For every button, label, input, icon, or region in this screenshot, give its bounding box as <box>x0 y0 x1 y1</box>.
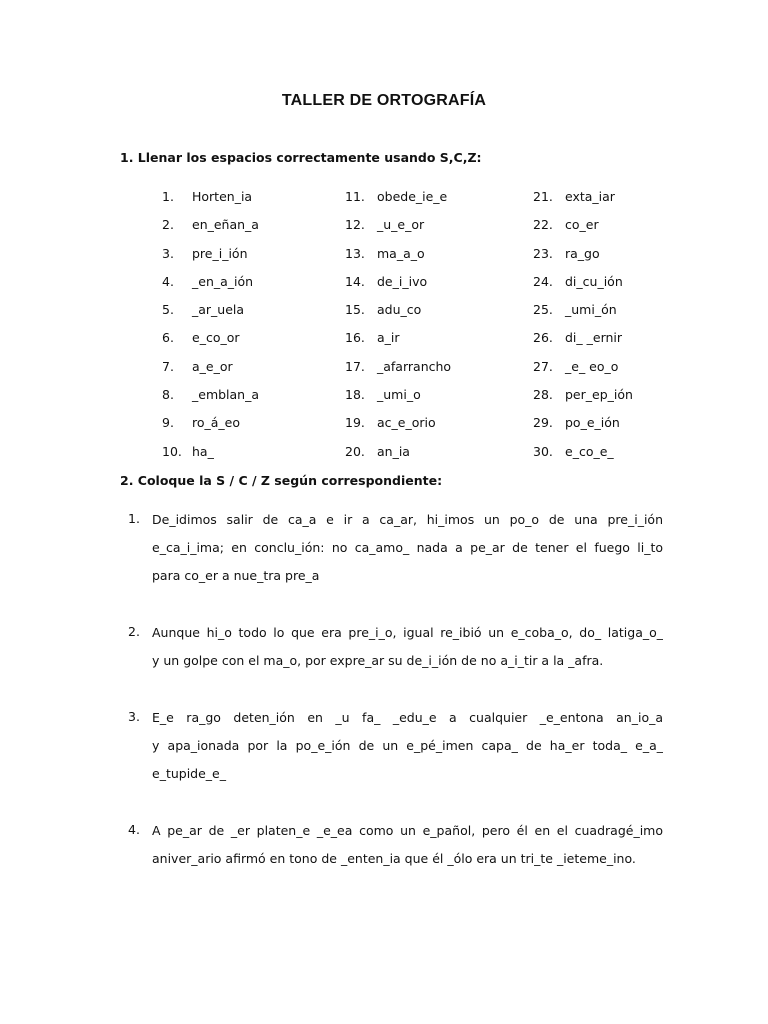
paragraph-line: e_tupide_e_ <box>152 766 226 781</box>
paragraph-line: para co_er a nue_tra pre_a <box>152 568 320 583</box>
paragraph-number: 1. <box>128 511 140 526</box>
word-item <box>533 214 633 242</box>
word-item <box>162 356 259 384</box>
word-item <box>533 356 633 384</box>
item-number: 4. <box>162 273 174 289</box>
word-item <box>345 271 451 299</box>
item-word: ac_e_orio <box>377 415 436 431</box>
item-word: de_i_ivo <box>377 273 428 289</box>
word-item <box>345 412 451 440</box>
item-word: an_ia <box>377 443 410 459</box>
word-item <box>533 299 633 327</box>
word-item <box>533 412 633 440</box>
item-number: 14. <box>345 273 365 289</box>
item-number: 13. <box>345 245 365 261</box>
item-number: 15. <box>345 302 365 318</box>
item-number: 12. <box>345 217 365 233</box>
item-number: 26. <box>533 330 553 346</box>
item-number: 24. <box>533 273 553 289</box>
item-number: 1. <box>162 189 174 204</box>
item-word: per_ep_ión <box>565 387 633 403</box>
item-word: a_e_or <box>192 358 233 374</box>
item-word: _u_e_or <box>377 217 425 233</box>
item-word: en_eñan_a <box>192 217 259 233</box>
word-item <box>533 441 633 469</box>
word-item <box>162 214 259 242</box>
paragraph-number: 2. <box>128 624 140 639</box>
item-word: a_ir <box>377 330 400 346</box>
item-number: 9. <box>162 415 174 431</box>
word-item <box>533 243 633 271</box>
paragraph-line: Aunque hi_o todo lo que era pre_i_o, igual re_ibió un e_coba_o, do_ latiga_o_ <box>152 625 663 640</box>
item-word: pre_i_ión <box>192 245 248 261</box>
item-number: 28. <box>533 387 553 403</box>
item-number: 30. <box>533 443 553 459</box>
paragraph-line: y un golpe con el ma_o, por expre_ar su de_i_ión de no a_i_tir a la _afra. <box>152 653 604 668</box>
paragraph-line: e_ca_i_ima; en conclu_ión: no ca_amo_ nada a pe_ar de tener el fuego li_to <box>152 540 663 555</box>
item-number: 7. <box>162 358 174 374</box>
paragraph-line: E_e ra_go deten_ión en _u fa_ _edu_e a cualquier _e_entona an_io_a <box>152 710 663 725</box>
section-2-heading: 2. Coloque la S / C / Z según correspondiente: <box>120 473 443 488</box>
paragraph-number: 4. <box>128 822 140 837</box>
item-word: exta_iar <box>565 189 615 204</box>
paragraph-number: 3. <box>128 709 140 724</box>
item-word: _emblan_a <box>192 387 260 403</box>
item-word: _ar_uela <box>192 302 245 318</box>
word-column-1 <box>162 186 259 469</box>
item-number: 3. <box>162 245 174 261</box>
item-number: 8. <box>162 387 174 403</box>
word-item <box>345 384 451 412</box>
word-item <box>533 186 633 214</box>
item-word: _en_a_ión <box>192 273 254 289</box>
item-word: co_er <box>565 217 599 233</box>
item-number: 18. <box>345 387 365 403</box>
word-item <box>533 327 633 355</box>
paragraph-line: y apa_ionada por la po_e_ión de un e_pé_imen capa_ de ha_er toda_ e_a_ <box>152 738 663 753</box>
page-title: TALLER DE ORTOGRAFÍA <box>281 92 487 109</box>
word-item <box>345 243 451 271</box>
word-item <box>533 271 633 299</box>
item-number: 10. <box>162 443 182 459</box>
item-number: 16. <box>345 330 365 346</box>
item-number: 5. <box>162 302 174 318</box>
item-word: obede_ie_e <box>377 189 448 204</box>
item-word: ro_á_eo <box>192 415 241 431</box>
item-number: 25. <box>533 302 553 318</box>
word-item <box>162 327 259 355</box>
item-word: adu_co <box>377 302 422 318</box>
item-word: e_co_e_ <box>565 443 614 459</box>
paragraph-line: A pe_ar de _er platen_e _e_ea como un e_pañol, pero él en el cuadragé_imo <box>152 823 663 838</box>
item-word: di_ _ernir <box>565 330 623 346</box>
word-item <box>162 299 259 327</box>
item-number: 19. <box>345 415 365 431</box>
word-item <box>162 186 259 214</box>
item-word: _umi_ón <box>565 302 617 318</box>
word-column-3 <box>533 186 633 469</box>
item-number: 6. <box>162 330 174 346</box>
word-item <box>345 441 451 469</box>
item-word: Horten_ia <box>192 189 253 204</box>
word-item <box>162 441 259 469</box>
item-number: 20. <box>345 443 365 459</box>
item-number: 29. <box>533 415 553 431</box>
item-word: ma_a_o <box>377 245 425 261</box>
item-word: e_co_or <box>192 330 240 346</box>
word-item <box>162 412 259 440</box>
item-number: 2. <box>162 217 174 233</box>
word-item <box>345 186 451 214</box>
word-item <box>345 356 451 384</box>
word-column-2 <box>345 186 451 469</box>
item-number: 23. <box>533 245 553 261</box>
item-word: di_cu_ión <box>565 273 623 289</box>
item-word: ra_go <box>565 245 600 261</box>
item-word: _e_ eo_o <box>565 358 619 374</box>
item-word: ha_ <box>192 443 214 459</box>
word-item <box>533 384 633 412</box>
paragraph-line: De_idimos salir de ca_a e ir a ca_ar, hi_imos un po_o de una pre_i_ión <box>152 512 663 527</box>
word-item <box>162 243 259 271</box>
section-1-heading: 1. Llenar los espacios correctamente usando S,C,Z: <box>120 150 482 165</box>
item-word: po_e_ión <box>565 415 620 431</box>
item-number: 22. <box>533 217 553 233</box>
item-number: 21. <box>533 189 553 204</box>
word-item <box>162 384 259 412</box>
item-word: _afarrancho <box>377 358 452 374</box>
item-number: 11. <box>345 189 365 204</box>
word-item <box>345 327 451 355</box>
word-item <box>345 214 451 242</box>
paragraph-line: aniver_ario afirmó en tono de _enten_ia que él _ólo era un tri_te _ieteme_ino. <box>152 851 636 866</box>
word-item <box>162 271 259 299</box>
item-number: 17. <box>345 358 365 374</box>
item-number: 27. <box>533 358 553 374</box>
word-item <box>345 299 451 327</box>
item-word: _umi_o <box>377 387 421 403</box>
